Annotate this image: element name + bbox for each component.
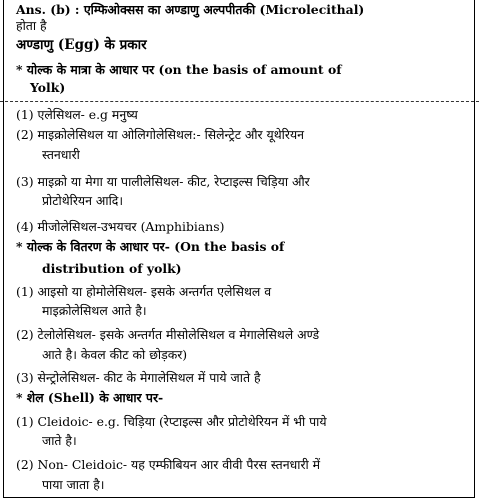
- yolk-amount-heading-text: * योल्क के मात्रा के आधार पर (on the basis of amount of: [16, 62, 342, 77]
- answer-line-continued: [16, 18, 47, 34]
- list-item: [16, 284, 271, 300]
- list-item-continued: [42, 347, 187, 363]
- list-item-text-continued: आते है। केवल कीट को छोड़कर): [42, 347, 188, 362]
- list-item: [16, 370, 261, 386]
- list-item-text: (3) माइक्रो या मेगा या पालीलेसिथल- कीट, रेप्टाइल्स चिड़िया और: [16, 174, 310, 189]
- list-item: [16, 457, 320, 473]
- list-item: [16, 219, 224, 235]
- yolk-distribution-heading-text: * योल्क के वितरण के आधार पर- (On the basis of: [16, 239, 285, 254]
- yolk-amount-heading-continued: [30, 80, 65, 96]
- egg-types-heading-text: अण्डाणु (Egg) के प्रकार: [16, 37, 147, 53]
- list-item: [16, 107, 138, 123]
- list-item-continued: [42, 433, 77, 449]
- answer-line: [16, 2, 364, 18]
- yolk-distribution-heading-continued: [42, 261, 182, 277]
- section-divider: [0, 101, 479, 102]
- yolk-amount-heading: [16, 62, 342, 78]
- list-item-text: (1) Cleidoic- e.g. चिड़िया (रेप्टाइल्स और प्रोटोथेरियन में भी पाये: [16, 414, 327, 429]
- list-item-text-continued: स्तनधारी: [42, 147, 80, 162]
- yolk-amount-heading-text-continued: Yolk): [30, 80, 66, 95]
- list-item-text-continued: पाया जाता है।: [42, 477, 105, 492]
- answer-text-continued: होता है: [16, 18, 47, 33]
- list-item-text: (1) एलेसिथल- e.g मनुष्य: [16, 107, 138, 122]
- list-item-text: (4) मीजोलेसिथल-उभयचर (Amphibians): [16, 219, 225, 234]
- list-item-text: (2) Non- Cleidoic- यह एम्फीबियन आर वीवी पैरस स्तनधारी में: [16, 457, 321, 472]
- list-item-text: (3) सेन्ट्रोलेसिथल- कीट के मेगालेसिथल में पाये जाते है: [16, 370, 261, 385]
- list-item-continued: [42, 147, 80, 163]
- yolk-distribution-heading-text-continued: distribution of yolk): [42, 261, 182, 276]
- list-item-continued: [42, 193, 123, 209]
- list-item: [16, 174, 310, 190]
- list-item-continued: [42, 303, 147, 319]
- list-item-continued: [42, 477, 104, 493]
- list-item-text-continued: जाते है।: [42, 433, 77, 448]
- list-item: [16, 127, 304, 143]
- list-item: [16, 414, 327, 430]
- answer-text: Ans. (b) : एम्फिओक्सस का अण्डाणु अल्पपीतकी (Microlecithal): [16, 2, 365, 17]
- list-item-text-continued: माइक्रोलेसिथल आते है।: [42, 303, 147, 318]
- egg-types-heading: [16, 37, 147, 53]
- list-item-text: (1) आइसो या होमोलेसिथल- इसके अन्तर्गत एलेसिथल व: [16, 284, 272, 299]
- list-item-text: (2) टेलोलेसिथल- इसके अन्तर्गत मीसोलेसिथल व मेगालेसिथले अण्डे: [16, 327, 320, 342]
- shell-heading-text: * शेल (Shell) के आधार पर-: [16, 390, 164, 405]
- list-item-text: (2) माइक्रोलेसिथल या ओलिगोलेसिथल:- सिलेन्ट्रेट और यूथेरियन: [16, 127, 305, 142]
- list-item: [16, 327, 319, 343]
- shell-heading: [16, 390, 163, 406]
- list-item-text-continued: प्रोटोथेरियन आदि।: [42, 193, 124, 208]
- yolk-distribution-heading: [16, 239, 284, 255]
